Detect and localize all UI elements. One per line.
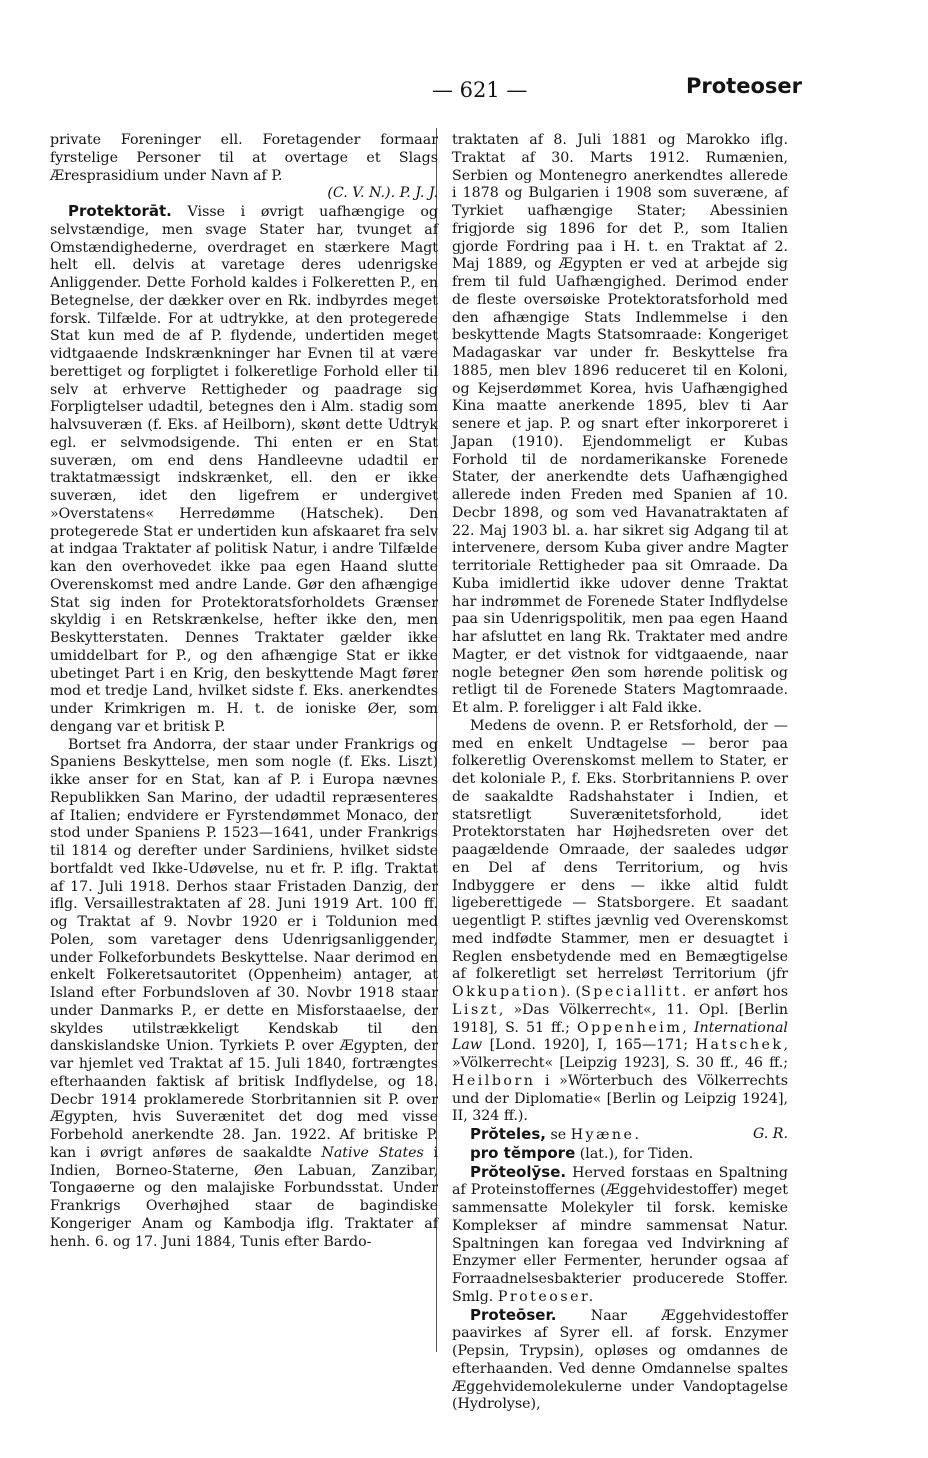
entry-body: Visse i øvrigt uafhængige og selvstændige, men svage Stater har, tvunget af Omstændighederne, overdraget en stærkere Magt helt ell. delvis at varetage deres udenrigske Anliggender. Dette Forhold kaldes i Folkeretten P., en Betegnelse, der dækker over en Rk. indbyrdes meget forsk. Tilfælde. For at udtrykke, at den protegerede Stat kun med de af P. flydende, undertiden meget vidtgaaende Indskrænkninger har Evnen til at være berettiget og forpligtet i folkeretlige Forhold eller til selv at erhverve Rettigheder og paadrage sig Forpligtelser udadtil, betegnes den i Alm. stadig som halvsuveræn (f. Eks. af Heilborn), skønt dette Udtryk egl. er selvmodsigende. Thi enten er en Stat suveræn, om end dens Handleevne udadtil er traktatmæssigt indskrænket, ell. den er ikke suveræn, idet den ligefrem er undergivet »Overstatens« Herredømme (Hatschek). Den protegerede Stat er undertiden kun afskaaret fra selv at indgaa Traktater af politisk Natur, i andre Tilfælde kan den overhovedet ikke paa egen Haand slutte Overenskomst med andre Lande. Gør den afhængige Stat sig inden for Protektoratsforholdets Grænser skyldig i en Retskrænkelse, hefter ikke den, men Beskytterstaten. Dennes Traktater gælder ikke umiddelbart for P., og den afhængige Stat er ikke ubetinget Part i en Krig, den beskyttende Magt fører mod et tredje Land, hvilket sidste f. Eks. anerkendtes under Krimkrigen m. H. t. de ioniske Øer, som dengang var et britisk P.: [50, 204, 439, 735]
spaced-author: Liszt: [452, 1001, 499, 1018]
paragraph-text: ,: [682, 1019, 694, 1036]
paragraph-continuation: traktaten af 8. Juli 1881 og Marokko iflg. Traktat af 30. Marts 1912. Rumænien, Serbien og Montenegro anerkendtes allerede i 1878 og Bulgarien i 1908 som suveræne, af Tyrkiet uafhængige Stater; Abessinien frigjorde sig 1896 for det P., som Italien gjorde Fordring paa i H. t. en Traktat af 2. Maj 1889, og Ægypten er ved at arbejde sig frem til fuld Uafhængighed. Derimod ender de fleste oversøiske Protektoratsforhold med den afhængige Stats Indlemmelse i den beskyttende Magts Statsomraade: Kongeriget Madagaskar var under fr. Beskyttelse fra 1885, men blev 1896 reduceret til en Koloni, og Kejserdømmet Korea, hvis Uafhængighed Kina maatte anerkende 1895, blev ti Aar senere et jap. P. og snart efter inkorporeret i Japan (1910). Ejendommeligt er Kubas Forhold til de nordamerikanske Forenede Stater, der anerkendte dets Uafhængighed allerede inden Freden med Spanien af 10. Decbr 1898, og som ved Havanatraktaten af 22. Maj 1903 bl. a. har sikret sig Adgang til at intervenere, dersom Kuba giver andre Magter territoriale Rettigheder paa sit Omraade. Da Kuba imidlertid ikke udover denne Traktat har indrømmet de Forenede Stater Indflydelse paa sin Udenrigspolitik, men paa egen Haand har afsluttet en lang Rk. Traktater med andre Magter, er det vistnok for vidtgaaende, naar nogle betegner Øen som hørende politisk og retligt til de Forenede Staters Magtomraade. Et alm. P. foreligger i alt Fald ikke.: [452, 132, 788, 716]
cross-reference: Proteoser.: [497, 1288, 596, 1305]
entry-headword: Prŏteles,: [470, 1125, 546, 1143]
entry-proteles: [452, 1126, 788, 1145]
cross-reference: Hyæne.: [570, 1127, 642, 1143]
entry-headword: pro tĕmpore: [470, 1143, 576, 1162]
paragraph-text: i Indien, Borneo-Staterne, Øen Labuan, Zanzibar, Tongaøerne og den malajiske Forbundsstat. Under Frankrigs Overhøjhed staar de bagindiske Kongeriger Anam og Kambodja iflg. Traktater af henh. 6. og 17. Juni 1884, Tunis efter Bardo-: [50, 1144, 438, 1250]
running-head: Proteoser: [686, 74, 802, 98]
paragraph-continuation: private Foreninger ell. Foretagender formaar fyrstelige Personer til at overtage et Slags Æresprasidium under Navn af P.: [50, 132, 438, 184]
paragraph-text: i »Wörterbuch des Völkerrechts und der Diplomatie« [Berlin og Leipzig 1924], II, 324 ff.).: [452, 1072, 788, 1125]
spaced-term: Okkupation: [452, 984, 561, 1000]
spaced-author: Hatschek: [695, 1037, 784, 1054]
right-column: [452, 132, 788, 1414]
paragraph-text: Medens de ovenn. P. er Retsforhold, der — med en enkelt Undtagelse — beror paa folkeretlig Overenskomst mellem to Stater, er det koloniale P., f. Eks. Storbritanniens P. over de saakaldte Radshahstater i Indien, et statsretligt Suverænitetsforhold, idet Protektorstaten har Højhedsreten over det paagældende Omraade, der saaledes udgør en Del af dens Territorium, og hvis Indbyggere er dens — ikke altid fuldt ligeberettigede — Statsborgere. Et saadant uegentligt P. stiftes jævnlig ved Overenskomst med indfødte Stammer, men er desuagtet i Reglen ensbetydende med en Bemægtigelse af folkeretligt set herreløst Territorium (jfr: [452, 717, 788, 983]
entry-headword: Prŏteolȳse.: [470, 1162, 567, 1181]
entry-body: (lat.), for Tiden.: [575, 1145, 694, 1162]
entry-proteoser: [452, 1307, 788, 1415]
entry-proteolyse: [452, 1164, 788, 1307]
paragraph: [452, 718, 788, 1126]
paragraph-text: er anført hos: [688, 984, 788, 1000]
italic-term: Native States: [321, 1144, 424, 1161]
spaced-author: Heilborn: [452, 1072, 536, 1089]
spaced-term: Speciallitt.: [581, 984, 689, 1000]
paragraph-text: , »Völkerrecht« [Leipzig 1923], S. 30 ff., 46 ff.;: [452, 1037, 788, 1071]
entry-headword: Protektorāt.: [68, 202, 172, 220]
entry-body: Naar Æggehvidestoffer paavirkes af Syrer ell. af forsk. Enzymer (Pepsin, Trypsin), opløses og omdannes de efterhaanden. Ved denne Omdannelse spaltes Æggehvidemolekulerne under Vandoptagelse (Hydrolyse),: [452, 1307, 788, 1413]
left-column: [50, 132, 438, 1251]
paragraph-text: , »Das Völkerrecht«, 11. Opl. [Berlin 1918], S. 51 ff.;: [452, 1001, 788, 1036]
entry-headword: Proteōser.: [470, 1305, 557, 1324]
entry-pro-tempore: [452, 1145, 788, 1164]
entry-body: se: [545, 1127, 571, 1143]
italic-title: International Law: [452, 1019, 788, 1054]
paragraph-text: [Lond. 1920], I, 165—171;: [482, 1037, 696, 1054]
spaced-author: Oppenheim: [576, 1019, 683, 1036]
paragraph-text: Bortset fra Andorra, der staar under Frankrigs og Spaniens Beskyttelse, men som nogle (f. Eks. Liszt) ikke anser for en Stat, kan af P. i Europa nævnes Republikken San Marino, der udadtil repræsenteres af Italien; endvidere er Fyrstendømmet Monaco, der stod under Spaniens P. 1523—1641, under Frankrigs til 1814 og derefter under Sardiniens, hvilket sidste bortfaldt ved Ikke-Udøvelse, nu et fr. P. iflg. Traktat af 17. Juli 1918. Derhos staar Fristaden Danzig, der iflg. Versaillestraktaten af 28. Juni 1919 Art. 100 ff. og Traktat af 9. Novbr 1920 er i Toldunion med Polen, som varetager dens Udenrigsanliggender, under Folkeforbundets Beskyttelse. Naar derimod en enkelt Folkeretsautoritet (Oppenheim) antager, at Island efter Forbundsloven af 30. Novbr 1918 staar under Danmarks P., er dette en Misforstaaelse, der skyldes utilstrækkeligt Kendskab til den danskislandske Union. Tyrkiets P. over Ægypten, der var hjemlet ved Traktat af 15. Juli 1840, fortrængtes efterhaanden faktisk af britisk Indflydelse, og 18. Decbr 1914 proklamerede Storbritannien sit P. over Ægypten, hvis Suverænitet det dog med visse Forbehold anerkendte 28. Jan. 1922. Af britiske P. kan i øvrigt anføres de saakaldte: [50, 736, 438, 1161]
page-header: [50, 74, 786, 106]
entry-protektorat: [50, 203, 438, 737]
author-signature: G. R.: [752, 1126, 788, 1142]
entry-body: Herved forstaas en Spaltning af Proteinstoffernes (Æggehvidestoffer) meget sammensatte Molekyler til forsk. kemiske Komplekser af mindre sammensat Natur. Spaltningen kan foregaa ved Indvirkning af Enzymer eller Fermenter, herunder ogsaa af Forraadnelsesbakterier producerede Stoffer. Smlg.: [452, 1164, 788, 1305]
page-number: — 621 —: [432, 78, 528, 102]
paragraph-text: ). (: [560, 984, 582, 1000]
paragraph: [50, 737, 438, 1252]
author-signature: (C. V. N.). P. J. J.: [327, 185, 438, 202]
